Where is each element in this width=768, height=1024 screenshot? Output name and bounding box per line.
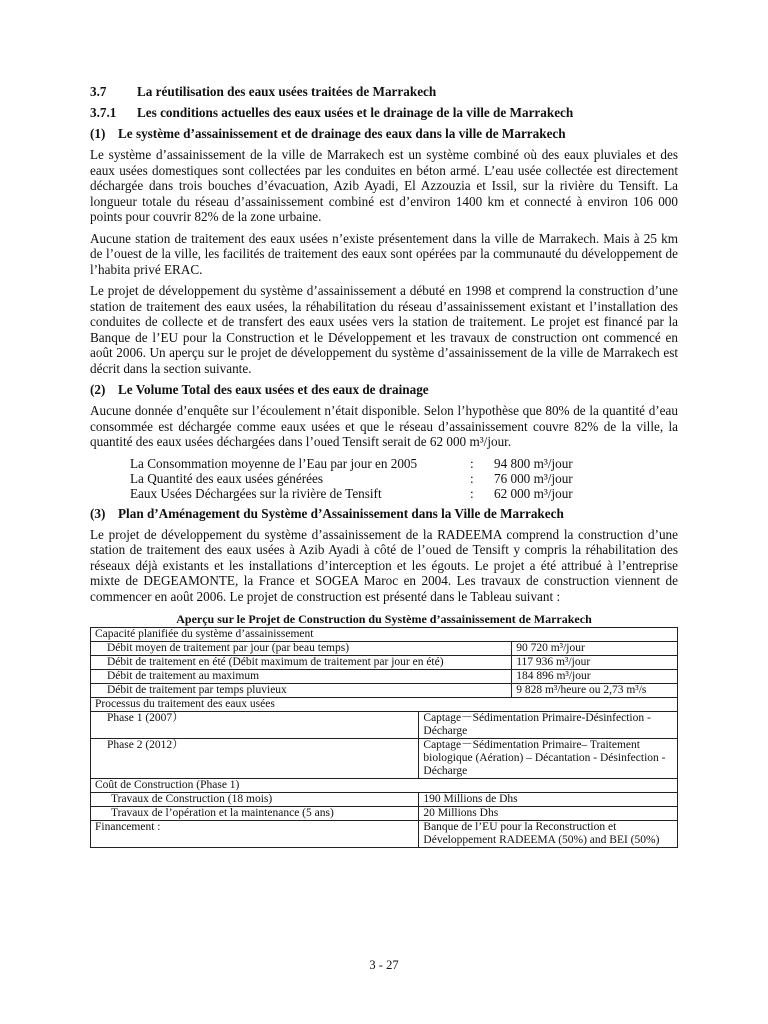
volume-row: La Quantité des eaux usées générées : 76 000 m³/jour — [130, 470, 573, 486]
document-body — [90, 84, 678, 848]
table-row: Débit de traitement en été (Débit maximum de traitement par jour en été) 117 936 m³/jour — [91, 656, 678, 670]
subheading-3: (3) Plan d’Aménagement du Système d’Assainissement dans la Ville de Marrakech — [90, 505, 564, 521]
table-row: Travaux de Construction (18 mois) 190 Millions de Dhs — [91, 793, 678, 807]
table-row — [91, 698, 678, 712]
table-section-header: Coût de Construction (Phase 1) — [91, 779, 678, 793]
table-row: Débit de traitement au maximum 184 896 m³/jour — [91, 670, 678, 684]
page-number: 3 - 27 — [369, 958, 399, 972]
paragraph-plan: Le projet de développement du système d’assainissement de la RADEEMA comprend la construction d’une station de traitement des eaux usées à Azib Ayadi à côté de l’oued de Tensift y compris la réhabilitation des réseaux déjà existants et les installations d’interception et les égouts. Le projet a été attribué à l’entreprise mixte de DEGEAMONTE, la France et SOGEA Maroc en 2004. Les travaux de construction viennent de commencer en août 2006. Le projet de construction est présenté dans le Tableau suivant : — [90, 526, 678, 604]
table-section-header: Processus du traitement des eaux usées — [91, 698, 678, 712]
volume-list — [130, 456, 678, 501]
table-row: Travaux de l’opération et la maintenance (5 ans) 20 Millions Dhs — [91, 807, 678, 821]
table-row: Débit de traitement par temps pluvieux 9 828 m³/heure ou 2,73 m³/s — [91, 684, 678, 698]
table-row: Financement : Banque de l’EU pour la Reconstruction et Développement RADEEMA (50%) and BEI (50%) — [91, 821, 678, 848]
table-row: Phase 2 (2012） Captage－Sédimentation Primaire– Traitement biologique (Aération) – Décantation - Désinfection - Décharge — [91, 739, 678, 779]
subheading-2: (2) Le Volume Total des eaux usées et des eaux de drainage — [90, 382, 429, 397]
table-row: Débit moyen de traitement par jour (par beau temps) 90 720 m³/jour — [91, 642, 678, 656]
section-heading-3-7-1: 3.7.1 Les conditions actuelles des eaux usées et le drainage de la ville de Marrakech — [90, 105, 574, 120]
table-caption: Aperçu sur le Projet de Construction du Système d’assainissement de Marrakech — [176, 612, 592, 626]
table-row — [91, 628, 678, 642]
volume-row: Eaux Usées Déchargées sur la rivière de Tensift : 62 000 m³/jour — [130, 485, 573, 501]
paragraph-development-project: Le projet de développement du système d’assainissement a débuté en 1998 et comprend la construction d’une station de traitement des eaux usées, la réhabilitation du réseau d’assainissement existant et l’installation des conduites de collecte et de transfert des eaux usées vers la station de traitement. Le projet est financé par la Banque de l’EU pour la Construction et le Développement et les travaux de construction ont commencé en août 2006. Un aperçu sur le projet de développement du système d’assainissement de la ville de Marrakech est décrit dans la section suivante. — [90, 283, 678, 376]
paragraph-sewer-system: Le système d’assainissement de la ville de Marrakech est un système combiné où des eaux pluviales et des eaux usées domestiques sont collectées par les conduites en béton armé. L’eau usée collectée est directement déchargée dans trois bouches d’évacuation, Azib Ayadi, El Azzouzia et Issil, sur la rivière du Tensift. La longueur totale du réseau d’assainissement combiné est d’environ 1400 km et connecté à environ 106 000 points pour couvrir 82% de la zone urbaine. — [90, 147, 678, 224]
paragraph-no-treatment-station: Aucune station de traitement des eaux usées n’existe présentement dans la ville de Marrakech. Mais à 25 km de l’ouest de la ville, les facilités de traitement des eaux sont opérées par la communauté du développement de l’habita privé ERAC. — [90, 230, 678, 277]
subheading-1: (1) Le système d’assainissement et de drainage des eaux dans la ville de Marrakech — [90, 126, 566, 141]
table-row: Phase 1 (2007） Captage－Sédimentation Primaire-Désinfection - Décharge — [91, 712, 678, 739]
project-table — [90, 627, 678, 848]
table-row — [91, 779, 678, 793]
paragraph-volume: Aucune donnée d’enquête sur l’écoulement n’était disponible. Selon l’hypothèse que 80% de la quantité d’eau consommée est déchargée comme eaux usées et que le réseau d’assainissement couvre 82% de la ville, la quantité des eaux usées déchargées dans l’oued Tensift serait de 62 000 m³/jour. — [90, 403, 678, 449]
volume-row: La Consommation moyenne de l’Eau par jour en 2005 : 94 800 m³/jour — [130, 455, 573, 471]
table-section-header: Capacité planifiée du système d’assainissement — [91, 628, 678, 642]
section-heading-3-7: 3.7 La réutilisation des eaux usées traitées de Marrakech — [90, 84, 437, 99]
